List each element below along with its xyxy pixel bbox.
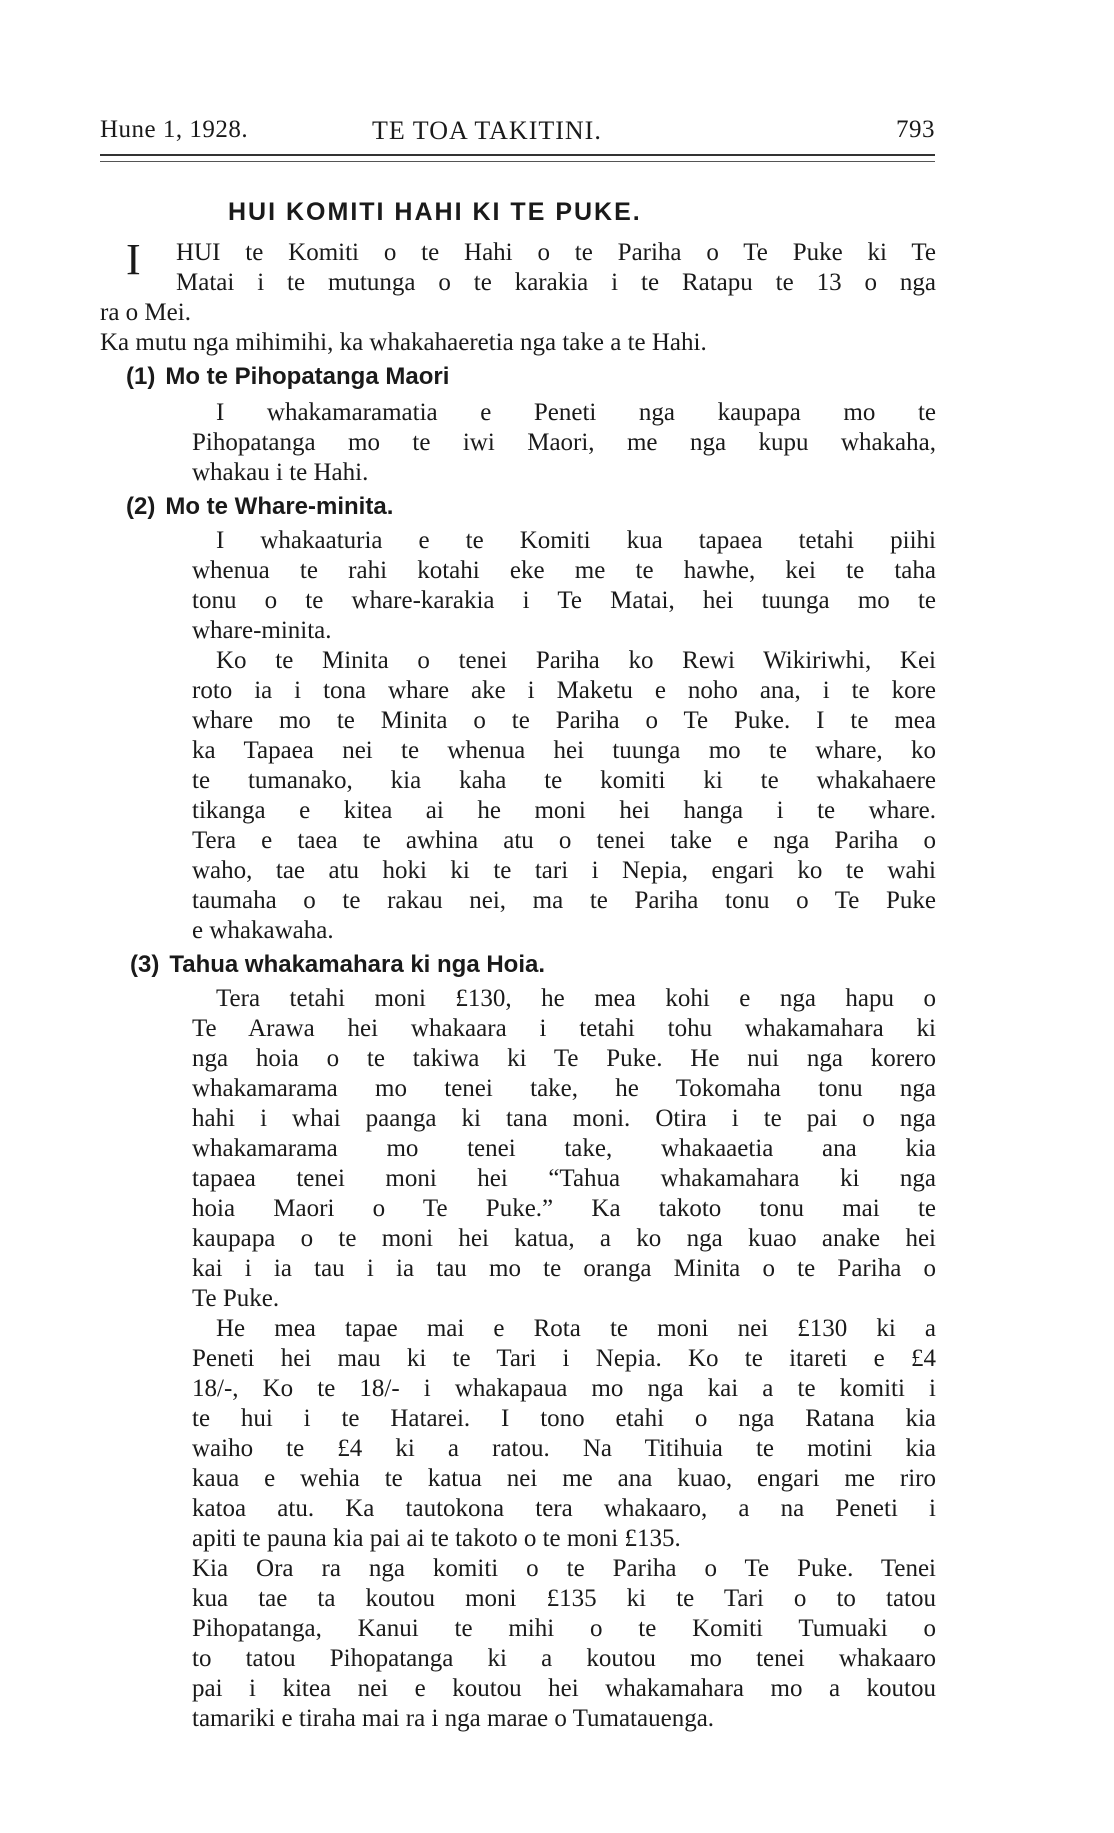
intro-line: Matai i te mutunga o te karakia i te Ratapu te 13 o nga [176,269,936,296]
body-line: whare mo te Minita o te Pariha o Te Puke. I te mea [192,707,936,734]
header-date: Hune 1, 1928. [100,116,249,143]
body-line: ka Tapaea nei te whenua hei tuunga mo te whare, ko [192,737,936,764]
body-line: whenua te rahi kotahi eke me te hawhe, kei te taha [192,557,936,584]
section-number: (1) [126,363,156,390]
body-line: roto ia i tona whare ake i Maketu e noho ana, i te kore [192,677,936,704]
body-line: I whakamaramatia e Peneti nga kaupapa mo te [216,399,936,426]
section-title: Mo te Pihopatanga Maori [165,363,450,390]
body-line: kua tae ta koutou moni £135 ki te Tari o to tatou [192,1585,936,1612]
body-line: kaupapa o te moni hei katua, a ko nga kuao anake hei [192,1225,936,1252]
body-line: e whakawaha. [192,917,334,944]
body-line: waho, tae atu hoki ki te tari i Nepia, engari ko te wahi [192,857,936,884]
body-line: I whakaaturia e te Komiti kua tapaea tetahi piihi [216,527,936,554]
section-heading [130,951,545,979]
body-line: Tera e taea te awhina atu o tenei take e nga Pariha o [192,827,936,854]
body-line: Kia Ora ra nga komiti o te Pariha o Te Puke. Tenei [192,1555,936,1582]
article-title: HUI KOMITI HAHI KI TE PUKE. [228,198,642,226]
body-line: waiho te £4 ki a ratou. Na Titihuia te motini kia [192,1435,936,1462]
body-line: Te Arawa hei whakaara i tetahi tohu whakamahara ki [192,1015,936,1042]
drop-cap: I [126,235,141,284]
body-line: whakau i te Hahi. [192,459,369,486]
section-title: Tahua whakamahara ki nga Hoia. [169,951,546,978]
section-heading [126,493,393,521]
intro-line: Ka mutu nga mihimihi, ka whakahaeretia nga take a te Hahi. [100,329,707,356]
body-line: nga hoia o te takiwa ki Te Puke. He nui nga korero [192,1045,936,1072]
body-line: tapaea tenei moni hei “Tahua whakamahara ki nga [192,1165,936,1192]
section-title: Mo te Whare-minita. [165,493,394,520]
body-line: Pihopatanga mo te iwi Maori, me nga kupu whakaha, [192,429,936,456]
body-line: whare-minita. [192,617,332,644]
body-line: whakamarama mo tenei take, whakaaetia ana kia [192,1135,936,1162]
body-line: to tatou Pihopatanga ki a koutou mo tenei whakaaro [192,1645,936,1672]
body-line: tonu o te whare-karakia i Te Matai, hei tuunga mo te [192,587,936,614]
intro-line: HUI te Komiti o te Hahi o te Pariha o Te Puke ki Te [176,239,936,266]
running-header [100,116,935,152]
page-number: 793 [896,116,935,143]
body-line: te tumanako, kia kaha te komiti ki te whakahaere [192,767,936,794]
body-line: 18/-, Ko te 18/- i whakapaua mo nga kai a te komiti i [192,1375,936,1402]
body-line: hahi i whai paanga ki tana moni. Otira i te pai o nga [192,1105,936,1132]
body-line: Te Puke. [192,1285,280,1312]
body-line: Tera tetahi moni £130, he mea kohi e nga hapu o [216,985,936,1012]
section-heading [126,363,449,391]
body-line: katoa atu. Ka tautokona tera whakaaro, a na Peneti i [192,1495,936,1522]
section-number: (2) [126,493,156,520]
body-line: taumaha o te rakau nei, ma te Pariha tonu o Te Puke [192,887,936,914]
body-line: Ko te Minita o tenei Pariha ko Rewi Wikiriwhi, Kei [216,647,936,674]
body-line: hoia Maori o Te Puke.” Ka takoto tonu mai te [192,1195,936,1222]
body-line: Peneti hei mau ki te Tari i Nepia. Ko te itareti e £4 [192,1345,936,1372]
body-line: tamariki e tiraha mai ra i nga marae o Tumatauenga. [192,1705,715,1732]
header-publication: TE TOA TAKITINI. [372,116,602,145]
header-rule [100,154,935,156]
header-rule-thin [100,161,935,162]
body-line: apiti te pauna kia pai ai te takoto o te moni £135. [192,1525,681,1552]
body-line: tikanga e kitea ai he moni hei hanga i te whare. [192,797,936,824]
body-line: Pihopatanga, Kanui te mihi o te Komiti Tumuaki o [192,1615,936,1642]
body-line: He mea tapae mai e Rota te moni nei £130 ki a [216,1315,936,1342]
body-line: whakamarama mo tenei take, he Tokomaha tonu nga [192,1075,936,1102]
body-line: pai i kitea nei e koutou hei whakamahara mo a koutou [192,1675,936,1702]
section-number: (3) [130,951,160,978]
body-line: kaua e wehia te katua nei me ana kuao, engari me riro [192,1465,936,1492]
body-line: kai i ia tau i ia tau mo te oranga Minita o te Pariha o [192,1255,936,1282]
intro-line: ra o Mei. [100,299,191,326]
body-line: te hui i te Hatarei. I tono etahi o nga Ratana kia [192,1405,936,1432]
